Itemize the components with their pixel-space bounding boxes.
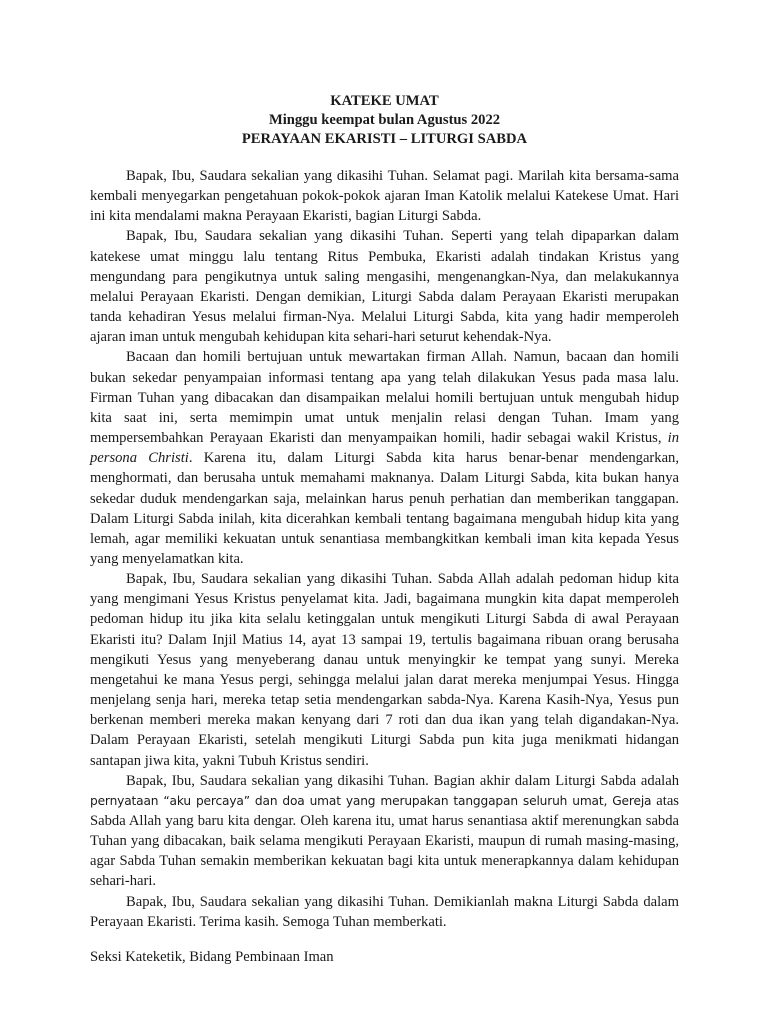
paragraph-5-text-start: Bapak, Ibu, Saudara sekalian yang dikasihi Tuhan. Bagian akhir dalam Liturgi Sabda adalah — [126, 772, 679, 789]
paragraph-5 — [90, 771, 679, 892]
document-page — [90, 92, 679, 967]
paragraph-6: Bapak, Ibu, Saudara sekalian yang dikasihi Tuhan. Demikianlah makna Liturgi Sabda dalam Perayaan Ekaristi. Terima kasih. Semoga Tuhan memberkati. — [90, 893, 679, 930]
paragraph-5-text-end: atas Sabda Allah yang baru kita dengar. Oleh karena itu, umat harus senantiasa aktif merenungkan sabda Tuhan yang dibacakan, baik selama mengikuti Perayaan Ekaristi, maupun di rumah masing-masing, agar Sabda Tuhan semakin memberikan kekuatan bagi kita untuk menerapkannya dalam kehidupan sehari-hari. — [90, 792, 679, 890]
paragraph-2: Bapak, Ibu, Saudara sekalian yang dikasihi Tuhan. Seperti yang telah dipaparkan dalam katekese umat minggu lalu tentang Ritus Pembuka, Ekaristi adalah tindakan Kristus yang mengundang para pengikutnya untuk saling mengasihi, mengenangkan-Nya, dan melakukannya melalui Perayaan Ekaristi. Dengan demikian, Liturgi Sabda dalam Perayaan Ekaristi merupakan tanda kehadiran Yesus melalui firman-Nya. Melalui Liturgi Sabda, kita yang hadir memperoleh ajaran iman untuk mengubah kehidupan kita sehari-hari seturut kehendak-Nya. — [90, 228, 679, 346]
signature-line: Seksi Kateketik, Bidang Pembinaan Iman — [90, 948, 334, 965]
document-date: Minggu keempat bulan Agustus 2022 — [268, 112, 501, 128]
paragraph-3-text-after: . Karena itu, dalam Liturgi Sabda kita harus benar-benar mendengarkan, menghormati, dan berusaha untuk memahami maknanya. Dalam Liturgi Sabda, kita bukan hanya sekedar duduk mendengarkan saja, melainkan harus penuh perhatian dan memberikan tanggapan. Dalam Liturgi Sabda inilah, kita dicerahkan kembali tentang bagaimana mengubah hidup kita yang lemah, agar memiliki kekuatan untuk senantiasa membangkitkan kembali iman kita kepada Yesus yang menyelamatkan kita. — [90, 450, 680, 567]
paragraph-4: Bapak, Ibu, Saudara sekalian yang dikasihi Tuhan. Sabda Allah adalah pedoman hidup kita yang mengimani Yesus Kristus penyelamat kita. Jadi, bagaimana mungkin kita dapat memperoleh pedoman hidup itu jika kita selalu ketinggalan untuk mengikuti Liturgi Sabda di awal Perayaan Ekaristi itu? Dalam Injil Matius 14, ayat 13 sampai 19, tertulis bagaimana ribuan orang berusaha mengikuti Yesus yang menyeberang danau untuk menyingkir ke tempat yang sunyi. Mereka mengetahui ke mana Yesus pergi, sehingga melalui jalan darat mereka menjumpai Yesus. Hingga menjelang senja hari, mereka tetap setia mendengarkan sabda-Nya. Karena Kasih-Nya, Yesus pun berkenan memberi mereka makan kenyang dari 7 roti dan dua ikan yang telah digandakan-Nya. Dalam Perayaan Ekaristi, setelah mengikuti Liturgi Sabda pun kita juga menikmati hidangan santapan jiwa kita, yakni Tubuh Kristus sendiri. — [90, 571, 679, 769]
paragraph-1: Bapak, Ibu, Saudara sekalian yang dikasihi Tuhan. Selamat pagi. Marilah kita bersama-sama kembali menyegarkan pengetahuan pokok-pokok ajaran Iman Katolik melalui Katekese Umat. Hari ini kita mendalami makna Perayaan Ekaristi, bagian Liturgi Sabda. — [90, 168, 679, 225]
document-title: KATEKE UMAT — [330, 93, 439, 109]
paragraph-5-mixed-font-text: pernyataan “aku percaya” dan doa umat yang merupakan tanggapan seluruh umat, Gereja — [90, 793, 652, 808]
document-subtitle: PERAYAAN EKARISTI – LITURGI SABDA — [241, 131, 528, 147]
paragraph-3 — [90, 347, 679, 569]
document-header — [90, 92, 679, 149]
paragraph-3-text-before: Bacaan dan homili bertujuan untuk mewartakan firman Allah. Namun, bacaan dan homili bukan sekedar penyampaian informasi tentang apa yang telah dilakukan Yesus pada masa lalu. Firman Tuhan yang dibacakan dan disampaikan melalui homili bertujuan untuk mengubah hidup kita saat ini, serta memimpin umat untuk menjalin relasi dengan Tuhan. Imam yang mempersembahkan Perayaan Ekaristi dan menyampaikan homili, hadir sebagai wakil Kristus, — [90, 349, 679, 447]
paragraph-3-italic-phrase: in persona Christi — [90, 430, 679, 467]
